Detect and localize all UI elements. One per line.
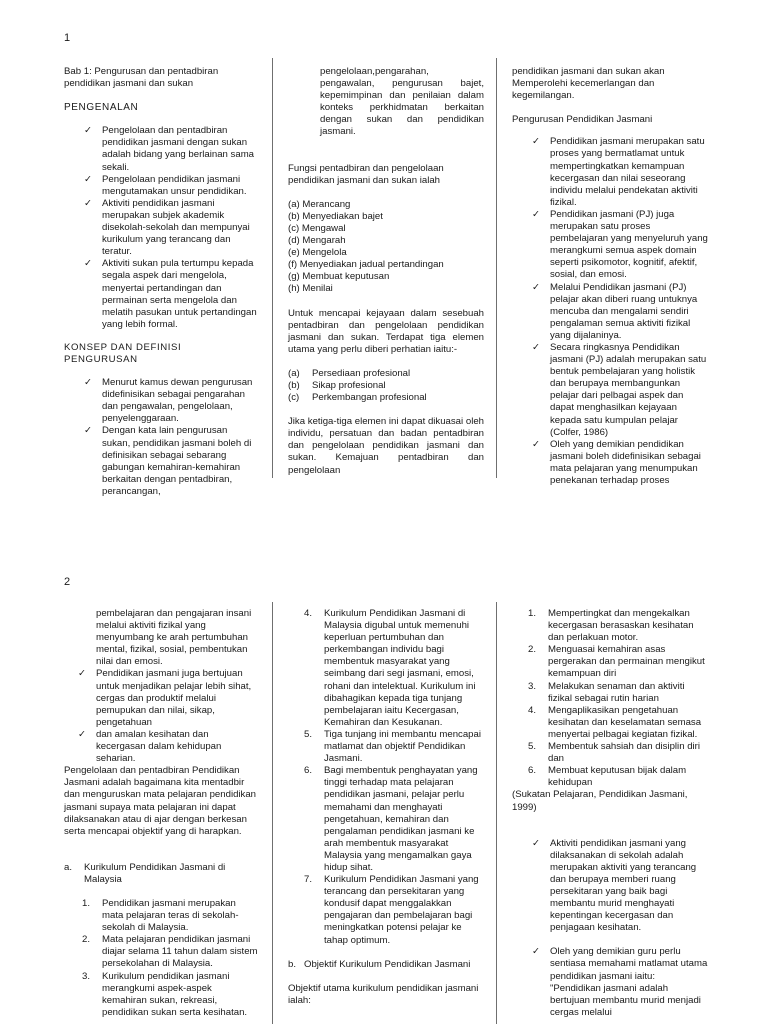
item-text: Mempertingkat dan mengekalkan kecergasan berasaskan kesihatan dan perlakuan motor. — [548, 608, 694, 644]
bullet-item — [80, 125, 258, 173]
item-label: (b) — [288, 379, 300, 391]
item-number: 4. — [304, 608, 313, 619]
checkmark-icon: ✓ — [532, 837, 540, 849]
item-number: 5. — [528, 741, 537, 753]
page1-column-1 — [64, 66, 258, 498]
bullet-text: Aktiviti pendidikan jasmani merupakan subjek akademik disekolah-sekolah dan mempunyai kurikulum yang terancang dan teratur. — [102, 197, 250, 258]
item-number: 6. — [304, 765, 313, 777]
item-label: (c) — [288, 392, 300, 404]
checkmark-icon: ✓ — [532, 946, 540, 958]
item-number: 3. — [528, 680, 537, 692]
bullet-text: Melalui Pendidikan jasmani (PJ) pelajar akan diberi ruang untuknya mencuba dan mengalami sendiri pengalaman semua aktiviti fizikal yang dijalaninya. — [550, 281, 698, 341]
item-number: 1. — [528, 608, 537, 619]
bullet-item — [528, 136, 708, 209]
item-text: Kurikulum pendidikan jasmani merangkumi aspek-aspek kemahiran sukan, rekreasi, pendidikan sukan serta kesihatan. — [102, 970, 248, 1018]
bullet-item — [528, 946, 708, 1019]
intro-paragraph: pembelajaran dan pengajaran insani melalui aktiviti fizikal yang menyumbang ke arah pertumbuhan mental, fizikal, sosial, pembentukan nilai dan emosi. — [96, 608, 252, 668]
numbered-item — [304, 729, 484, 765]
item-number: 3. — [82, 970, 91, 982]
bullet-text: Secara ringkasnya Pendidikan jasmani (PJ) adalah merupakan satu bentuk pembelajaran yang holistik dan berupaya membangunkan pelajar dari pelbagai aspek dan dapat menghasilkan kejayaan kepada satu kumpulan pelajar (Colfer, 1986) — [550, 341, 707, 438]
item-text: Tiga tunjang ini membantu mencapai matlamat dan objektif Pendidikan Jasmani. — [324, 728, 481, 765]
numbered-item — [304, 608, 484, 729]
intro-paragraph: pendidikan jasmani dan sukan akan Memperolehi kecemerlangan dan kegemilangan. — [512, 66, 665, 102]
item-text: Perkembangan profesional — [312, 392, 427, 404]
bullet-item — [528, 342, 708, 439]
bullet-item — [80, 258, 258, 331]
bullet-text: dan amalan kesihatan dan kecergasan dalam kehidupan seharian. — [96, 728, 222, 765]
kurikulum-list — [64, 898, 258, 1019]
page2-column-2 — [288, 608, 484, 1007]
checkmark-icon: ✓ — [84, 173, 92, 185]
bullet-text: Pendidikan jasmani juga bertujuan untuk menjadikan pelajar lebih sihat, cergas dan produktif melalui pemupukan dan nilai, sikap, pengetahuan — [96, 668, 252, 728]
item-number: 2. — [528, 644, 537, 656]
checkmark-icon: ✓ — [84, 125, 92, 137]
checkmark-icon: ✓ — [84, 197, 92, 209]
item-text: Persediaan profesional — [312, 367, 411, 379]
item-text: Mengaplikasikan pengetahuan kesihatan dan keselamatan semasa menyertai pelbagai kegiatan fizikal. — [548, 704, 702, 740]
konsep-bullet-list — [64, 377, 258, 498]
bullet-text: Pendidikan jasmani merupakan satu proses yang bermatlamat untuk mempertingkatkan kemampuan kecergasan dan nilai seseorang individu melalui pendekatan aktiviti fizikal. — [550, 136, 705, 208]
item-number: 7. — [304, 874, 313, 886]
item-text: Menguasai kemahiran asas pergerakan dan permainan mengikut kemampuan diri — [548, 644, 705, 680]
numbered-item — [528, 608, 708, 644]
bullet-text: Oleh yang demikian guru perlu sentiasa memahami matlamat utama pendidikan jasmani iaitu: "Pendidikan jasmani adalah bertujuan membantu murid menjadi cergas melalui — [550, 946, 708, 1018]
item-number: 1. — [82, 897, 91, 909]
fungsi-list — [288, 199, 484, 296]
list-item — [288, 368, 484, 380]
list-item: (f) Menyediakan jadual pertandingan — [288, 259, 444, 271]
elements-list — [288, 368, 484, 404]
closing-paragraph: Jika ketiga-tiga elemen ini dapat dikuasai oleh individu, persatuan dan badan pentadbiran dan pengelolaan pendidikan jasmani dan sukan. Kemajuan pentadbiran dan pengelolaan — [288, 416, 484, 476]
kurikulum-list-continued — [288, 608, 484, 947]
intro-paragraph: pengelolaan,pengarahan, pengawalan, pengurusan bajet, kepemimpinan dan penilaian dalam konteks perkhidmatan berkaitan dengan sukan dan pendidikan jasmani. — [320, 66, 484, 138]
item-number: 2. — [82, 934, 91, 946]
item-number: 4. — [528, 704, 537, 716]
numbered-item — [528, 741, 708, 765]
numbered-item — [304, 874, 484, 947]
numbered-item — [82, 934, 258, 970]
page2-column-1 — [64, 608, 258, 1019]
subheading-kurikulum — [64, 862, 258, 886]
checkmark-icon: ✓ — [84, 425, 92, 437]
list-item: (a) Merancang — [288, 198, 351, 210]
bullet-item — [80, 198, 258, 258]
numbered-item — [528, 644, 708, 680]
bullet-text: Oleh yang demikian pendidikan jasmani boleh didefinisikan sebagai mata pelajaran yang menumpukan penekanan terhadap proses — [550, 438, 701, 486]
bullet-text: Pengelolaan pendidikan jasmani mengutamakan unsur pendidikan. — [102, 173, 247, 197]
bullet-item — [80, 377, 258, 425]
list-item: (e) Mengelola — [288, 247, 347, 259]
checkmark-icon: ✓ — [532, 136, 540, 148]
bullet-item — [80, 425, 258, 498]
item-number: 5. — [304, 728, 313, 740]
bullet-text: Aktiviti pendidikan jasmani yang dilaksanakan di sekolah adalah merupakan aktiviti yang terancang dan berupaya memberi ruang persekitaran yang baik bagi membantu murid menghayati kepentingan kecergasan dan penjagaan kesihatan. — [550, 837, 697, 934]
item-label: (a) — [288, 367, 300, 379]
column-divider — [496, 58, 497, 478]
bullet-item — [74, 729, 258, 765]
fungsi-paragraph: Fungsi pentadbiran dan pengelolaan pendidikan jasmani dan sukan ialah — [288, 162, 444, 186]
item-text: Bagi membentuk penghayatan yang tinggi terhadap mata pelajaran pendidikan jasmani, pelajar perlu memahami dan menghayati pengetahuan, kemahiran dan pengalaman pendidikan jasmani ke arah membentuk masyarakat Malaysia yang mengamalkan gaya hidup sihat. — [324, 765, 478, 873]
bullet-text: Pengelolaan dan pentadbiran pendidikan jasmani dengan sukan adalah bidang yang berlainan sama sekali. — [102, 125, 255, 173]
elements-paragraph: Untuk mencapai kejayaan dalam sesebuah pentadbiran dan pengelolaan pendidikan jasmani dan sukan. Terdapat tiga elemen utama yang perlu diberi perhatian iaitu:- — [288, 307, 484, 355]
list-item: (c) Mengawal — [288, 222, 346, 234]
page2-column-3 — [512, 608, 708, 1019]
page-number: 2 — [64, 576, 71, 588]
chapter-title: Bab 1: Pengurusan dan pentadbiran pendidikan jasmani dan sukan — [64, 66, 219, 90]
page1-column-3 — [512, 66, 708, 487]
bullet-item — [528, 439, 708, 487]
list-item — [288, 380, 484, 392]
tujuan-bullet-list — [64, 668, 258, 765]
bullet-text: Menurut kamus dewan pengurusan didefinisikan sebagai pengarahan dan pengawalan, pengelolaan, penyelenggaraan. — [102, 377, 253, 425]
pengelolaan-paragraph: Pengelolaan dan pentadbiran Pendidikan Jasmani adalah bagaimana kita mentadbir dan menguruskan mata pelajaran pendidikan jasmani supaya mata pelajaran ini dapat dilaksanakan atau di ajar dengan berkesan serta mencapai objektif yang di harapkan. — [64, 765, 257, 837]
numbered-item — [528, 705, 708, 741]
numbered-item — [528, 681, 708, 705]
numbered-item — [82, 898, 258, 934]
objektif-paragraph: Objektif utama kurikulum pendidikan jasmani ialah: — [288, 982, 479, 1006]
column-divider — [272, 58, 273, 478]
list-item: (h) Menilai — [288, 283, 333, 295]
subheading-text: Kurikulum Pendidikan Jasmani di Malaysia — [84, 861, 226, 885]
item-text: Pendidikan jasmani merupakan mata pelajaran teras di sekolah-sekolah di Malaysia. — [102, 897, 239, 934]
checkmark-icon: ✓ — [78, 668, 86, 680]
list-item — [288, 392, 484, 404]
checkmark-icon: ✓ — [532, 438, 540, 450]
page1-column-2 — [288, 66, 484, 477]
subheading-label: a. — [64, 861, 73, 873]
item-text: Sikap profesional — [312, 379, 386, 391]
item-text: Membuat keputusan bijak dalam kehidupan — [548, 765, 687, 789]
checkmark-icon: ✓ — [532, 281, 540, 293]
subheading-label: b. — [288, 958, 297, 970]
column-divider — [272, 602, 273, 1024]
pengurusan-bullet-list — [512, 136, 708, 487]
page-number: 1 — [64, 32, 71, 44]
list-item: (d) Mengarah — [288, 235, 346, 247]
checkmark-icon: ✓ — [532, 208, 540, 220]
citation: (Sukatan Pelajaran, Pendidikan Jasmani, 1999) — [512, 789, 688, 813]
objektif-list — [512, 608, 708, 789]
aktiviti-bullet-list — [512, 838, 708, 1019]
intro-bullet-list — [64, 125, 258, 331]
item-text: Melakukan senaman dan aktiviti fizikal sebagai rutin harian — [548, 680, 685, 704]
item-text: Membentuk sahsiah dan disiplin diri dan — [548, 741, 700, 765]
bullet-item — [74, 668, 258, 728]
item-text: Mata pelajaran pendidikan jasmani diajar selama 11 tahun dalam sistem persekolahan di Malaysia. — [102, 934, 258, 970]
checkmark-icon: ✓ — [84, 258, 92, 270]
section-heading-konsep: KONSEP DAN DEFINISI PENGURUSAN — [64, 341, 182, 365]
bullet-item — [80, 174, 258, 198]
checkmark-icon: ✓ — [78, 728, 86, 740]
list-item: (b) Menyediakan bajet — [288, 210, 383, 222]
bullet-text: Aktiviti sukan pula tertumpu kepada segala aspek dari mengelola, menyertai pertandingan dan permainan serta mengelola dan melatih pasukan untuk pertandingan yang lebih formal. — [102, 258, 257, 330]
section-heading-pengenalan: PENGENALAN — [64, 102, 139, 114]
subheading-objektif — [288, 959, 484, 971]
numbered-item — [528, 765, 708, 789]
item-text: Kurikulum Pendidikan Jasmani yang terancang dan persekitaran yang kondusif dapat menggalakkan pengajaran dan pembelajaran bagi meningkatkan potensi pelajar ke tahap optimum. — [324, 874, 479, 946]
bullet-item — [528, 282, 708, 342]
item-number: 6. — [528, 765, 537, 777]
numbered-item — [82, 971, 258, 1019]
item-text: Kurikulum Pendidikan Jasmani di Malaysia digubal untuk memenuhi keperluan pertumbuhan dan perkembangan individu bagi membentuk masyarakat yang seimbang dari segi jasmani, emosi, rohani dan intelektual. Kurikulum ini dibahagikan kepada tiga tunjang pembelajaran iaitu Kecergasan, Kemahiran dan Kesukanan. — [324, 608, 476, 728]
section-heading-pengurusan: Pengurusan Pendidikan Jasmani — [512, 114, 653, 126]
list-item: (g) Membuat keputusan — [288, 271, 390, 283]
bullet-text: Pendidikan jasmani (PJ) juga merupakan satu proses pembelajaran yang menyeluruh yang merangkumi semua aspek domain seperti psikomotor, kognitif, afektif, sosial, dan emosi. — [550, 208, 708, 281]
checkmark-icon: ✓ — [532, 341, 540, 353]
subheading-text: Objektif Kurikulum Pendidikan Jasmani — [304, 958, 471, 970]
bullet-item — [528, 838, 708, 935]
numbered-item — [304, 765, 484, 874]
bullet-text: Dengan kata lain pengurusan sukan, pendidikan jasmani boleh di definisikan sebagai sebarang gabungan kemahiran-kemahiran berkaitan dengan pentadbiran, perancangan, — [102, 425, 252, 497]
column-divider — [496, 602, 497, 1024]
bullet-item — [528, 209, 708, 282]
checkmark-icon: ✓ — [84, 377, 92, 389]
